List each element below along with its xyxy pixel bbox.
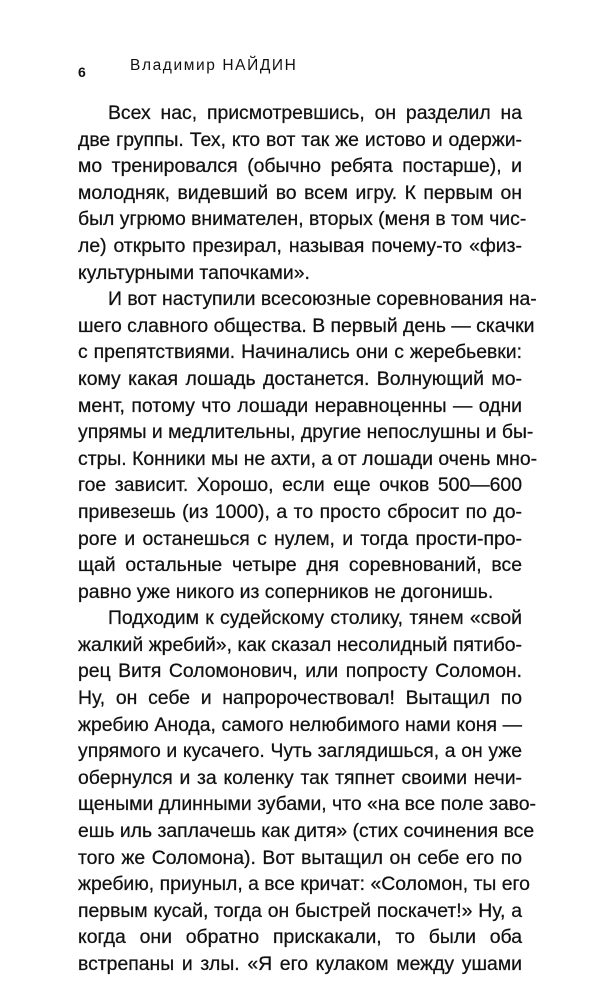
text-line: ешь иль заплачешь как дитя» (стих сочинения все — [78, 820, 535, 843]
text-line: молодняк, видевший во всем игру. К первым он — [78, 181, 522, 204]
text-line: кому какая лошадь достанется. Волнующий мо- — [78, 367, 522, 390]
text-line: встрепаны и злы. «Я его кулаком между ушами — [78, 953, 522, 975]
text-line: когда они обратно прискакали, то были оба — [78, 926, 522, 949]
running-head — [78, 55, 528, 85]
text-line: был угрюмо внимателен, вторых (меня в том чис- — [78, 208, 527, 231]
text-line: жалкий жребий», как сказал несолидный пятибо- — [78, 633, 522, 656]
text-line: первым кусай, тогда он быстрей поскачет!» Ну, а — [78, 899, 522, 922]
text-line: И вот наступили всесоюзные соревнования на- — [108, 288, 537, 311]
text-line: того же Соломона). Вот вытащил он себе его по — [78, 846, 522, 869]
text-line: роге и останешься с нулем, и тогда прости-про- — [78, 527, 522, 550]
text-line: мент, потому что лошади неравноценны — одни — [78, 394, 522, 417]
text-line: щай остальные четыре дня соревнований, все — [78, 554, 522, 577]
text-line: привезешь (из 1000), а то просто сбросит по до- — [78, 500, 522, 523]
text-line: упрямы и медлительны, другие непослушны и бы- — [78, 421, 534, 444]
text-line: Ну, он себе и напророчествовал! Вытащил по — [78, 687, 522, 710]
text-line: Подходим к судейскому столику, тянем «свой — [108, 607, 522, 630]
text-line: рец Витя Соломонович, или попросту Соломон. — [78, 660, 522, 683]
text-line: Всех нас, присмотревшись, он разделил на — [108, 102, 522, 124]
paragraph — [78, 286, 538, 605]
text-line: жребию Анода, самого нелюбимого нами коня — — [78, 713, 522, 736]
text-line: ле) открыто презирал, называя почему-то «физ- — [78, 234, 522, 257]
body-text — [78, 100, 538, 978]
text-line: обернулся и за коленку так тяпнет своими нечи- — [78, 766, 522, 789]
text-line: щеными длинными зубами, что «на все поле заво- — [78, 793, 536, 816]
text-line: гое зависит. Хорошо, если еще очков 500—600 — [78, 474, 522, 497]
text-line: шего славного общества. В первый день — скачки — [78, 314, 535, 337]
text-line: мо тренировался (обычно ребята постарше), и — [78, 155, 522, 178]
page-number: 6 — [78, 64, 86, 80]
text-line: культурными тапочками». — [78, 261, 310, 284]
author-name: Владимир НАЙДИН — [130, 57, 298, 74]
text-line: жребию, приуныл, а все кричат: «Соломон, ты его — [78, 873, 530, 896]
text-line: стры. Конники мы не ахти, а от лошади очень мно- — [78, 447, 538, 470]
text-line: равно уже никого из соперников не догонишь. — [78, 580, 494, 603]
text-line: с препятствиями. Начинались они с жеребьевки: — [78, 341, 522, 364]
text-line: две группы. Тех, кто вот так же истово и одержи- — [78, 128, 522, 151]
paragraph — [78, 100, 527, 286]
text-line: упрямого и кусачего. Чуть заглядишься, а он уже — [78, 740, 522, 763]
paragraph — [78, 605, 536, 977]
